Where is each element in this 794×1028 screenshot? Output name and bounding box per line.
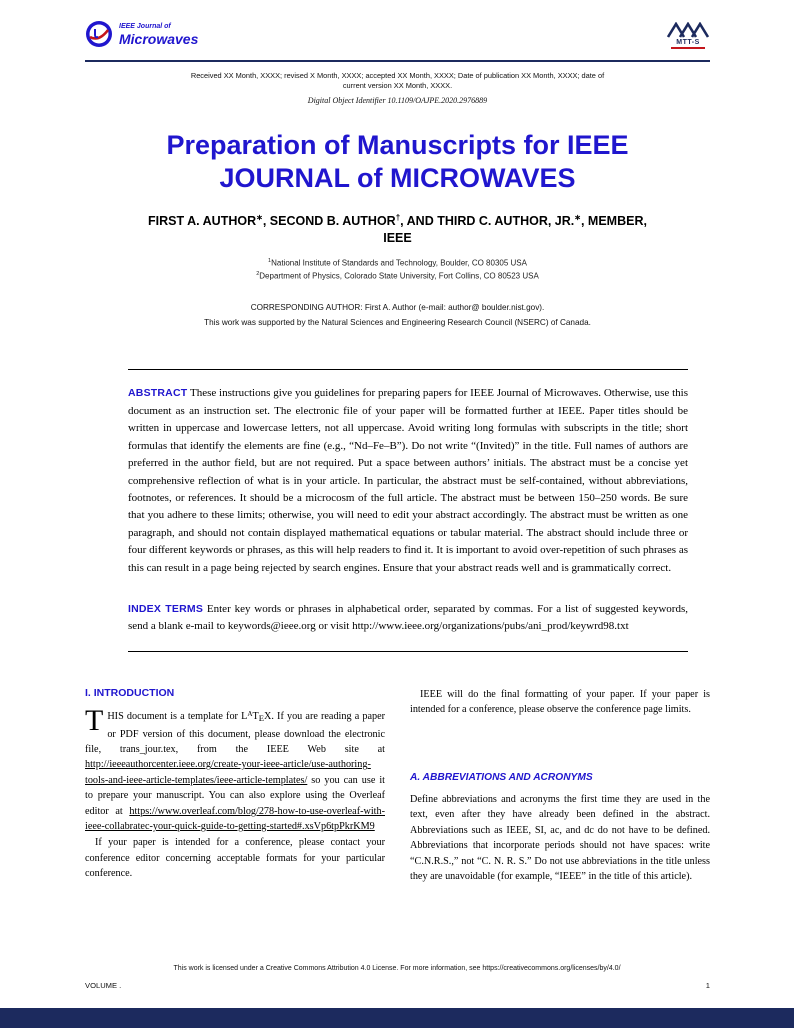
journal-logo-text xyxy=(119,23,198,46)
abstract-paragraph xyxy=(128,385,688,576)
society-logo xyxy=(666,20,710,49)
footer-row xyxy=(85,981,710,990)
volume-label: VOLUME . xyxy=(85,981,122,990)
author-separator-1: , xyxy=(262,214,270,229)
conference-formats-paragraph: If your paper is intended for a conference, please contact your conference editor concerning acceptable formats for your particular conference. xyxy=(85,837,385,880)
affiliation-1-mark: 1 xyxy=(268,258,272,265)
authors-line xyxy=(85,209,710,247)
masthead xyxy=(85,20,710,58)
author-membership: , MEMBER, xyxy=(580,214,647,229)
journal-logo-icon xyxy=(85,20,113,48)
subsection-heading-abbreviations: A. ABBREVIATIONS AND ACRONYMS xyxy=(410,771,593,783)
journal-pre-label: IEEE Journal of xyxy=(119,22,171,30)
author-3: THIRD C. AUTHOR, JR. xyxy=(437,214,575,229)
abstract-text: These instructions give you guidelines for preparing papers for IEEE Journal of Microwaves. Otherwise, use this document as an instruction set. The electronic file of your paper will be formatted further at IEEE. Paper titles should be written in uppercase and lowercase letters, not all uppercase. Avoid writing long formulas with subscripts in the title; short formulas that identify the elements are fine (e.g., “Nd–Fe–B”). Do not write “(Invited)” in the title. Full names of authors are preferred in the author field, but are not required. Put a space between authors’ initials. The abstract must be a concise yet comprehensive reflection of what is in your article. In particular, the abstract must be self-contained, without abbreviations, footnotes, or references. It should be a microcosm of the full article. The abstract must be between 150–250 words. Be sure that you adhere to these limits; otherwise, you will need to edit your abstract accordingly. The abstract must be written as one paragraph, and should not contain displayed mathematical equations or tabular material. The abstract should include three or four different keywords or phrases, as this will help readers to find it. It is important to avoid over-repetition of such phrases as this can result in a page being rejected by search engines. Ensure that your abstract reads well and is grammatically correct. xyxy=(128,387,688,574)
author-separator-2: , AND xyxy=(400,214,438,229)
affiliation-1 xyxy=(85,256,710,269)
affiliation-2-mark: 2 xyxy=(256,270,260,277)
abstract-rule-bottom xyxy=(128,651,688,652)
latex-a: A xyxy=(247,710,253,719)
latex-logo xyxy=(241,711,271,722)
paper-title xyxy=(85,129,710,195)
affiliation-2-text: Department of Physics, Colorado State University, Fort Collins, CO 80523 USA xyxy=(259,271,539,281)
latex-e: E xyxy=(258,713,264,724)
title-line-2: JOURNAL of MICROWAVES xyxy=(219,163,576,193)
latex-t: T xyxy=(252,711,259,723)
society-name-label: MTT-S xyxy=(676,39,700,46)
intro-text-a: HIS document is a template for xyxy=(107,711,242,723)
section-heading-introduction: I. INTRODUCTION xyxy=(85,686,175,699)
content-columns xyxy=(85,686,710,885)
received-note xyxy=(85,71,710,91)
abstract-block xyxy=(128,369,688,651)
index-terms-text: Enter key words or phrases in alphabetical order, separated by commas. For a list of suggested keywords, send a blank e-mail to keywords@ieee.org or visit http://www.ieee.org/organizations/pubs/ani_prod/keywrd98.txt xyxy=(128,602,688,633)
abstract-label: ABSTRACT xyxy=(128,387,188,400)
doi-line: Digital Object Identifier 10.1109/OAJPE.2020.2976889 xyxy=(307,96,488,105)
left-column xyxy=(85,686,385,885)
intro-text-c: so you can use it to prepare your manuscript. You can also explore using the Overleaf editor at xyxy=(85,774,385,817)
latex-x: X xyxy=(264,711,272,723)
title-line-1: Preparation of Manuscripts for IEEE xyxy=(166,130,629,160)
author-2-affiliation-mark: † xyxy=(395,213,401,222)
license-note: This work is licensed under a Creative Commons Attribution 4.0 License. For more information, see https://creativecommons.org/licenses/by/4.0/ xyxy=(173,965,621,972)
journal-logo xyxy=(85,20,198,48)
affiliation-1-text: National Institute of Standards and Technology, Boulder, CO 80305 USA xyxy=(271,258,527,268)
intro-text-b: . If you are reading a paper or PDF version of this document, please download the electronic file, trans_jour.tex, from the IEEE Web site at xyxy=(85,711,385,755)
abbreviations-paragraph: Define abbreviations and acronyms the first time they are used in the text, even after they have already been defined in the abstract. Abbreviations such as IEEE, SI, ac, and dc do not have to be defined. Abbreviations that incorporate periods should not have spaces: write “C.N.R.S.,” not “C. N. R. S.” Do not use abbreviations in the title unless they are unavoidable (for example, “IEEE” in the title of this article). xyxy=(410,793,710,882)
final-formatting-paragraph: IEEE will do the final formatting of your paper. If your paper is intended for a conference, please observe the conference page limits. xyxy=(410,688,710,716)
right-column xyxy=(410,686,710,885)
author-2: SECOND B. AUTHOR xyxy=(269,214,396,229)
drop-cap: T xyxy=(85,704,104,738)
page-number: 1 xyxy=(705,981,710,990)
author-1: FIRST A. AUTHOR xyxy=(148,214,257,229)
author-3-affiliation-mark: ∗ xyxy=(574,213,581,222)
affiliation-2 xyxy=(85,269,710,282)
funding-note: This work was supported by the Natural Sciences and Engineering Research Council (NSERC) of Canada. xyxy=(204,318,591,328)
bottom-bar xyxy=(0,1008,794,1028)
header-rule xyxy=(85,60,710,62)
intro-link-ieee-templates[interactable]: http://ieeeauthorcenter.ieee.org/create-your-ieee-article/use-authoring-tools-and-ieee-article-templates/ieee-article-templates/ xyxy=(85,759,371,786)
intro-paragraph xyxy=(85,704,385,834)
journal-name-label: Microwaves xyxy=(119,30,199,47)
mtt-triangles-icon xyxy=(666,22,710,38)
affiliations xyxy=(85,256,710,281)
abstract-rule-top xyxy=(128,369,688,370)
index-terms-paragraph xyxy=(128,601,688,636)
received-line-1: Received XX Month, XXXX; revised X Month, XXXX; accepted XX Month, XXXX; Date of publication XX Month, XXXX; date of xyxy=(190,71,605,80)
authors-line-2: IEEE xyxy=(383,231,412,246)
corresponding-author-note: CORRESPONDING AUTHOR: First A. Author (e-mail: author@ boulder.nist.gov). xyxy=(250,303,545,313)
index-terms-label: INDEX TERMS xyxy=(128,602,204,615)
author-1-affiliation-mark: ∗ xyxy=(256,213,263,222)
intro-link-overleaf[interactable]: https://www.overleaf.com/blog/278-how-to-use-overleaf-with-ieee-collabratec-your-quick-guide-to-getting-started#.xsVp6tpPkrKM9 xyxy=(85,805,385,832)
society-tagline-decoration xyxy=(671,47,705,49)
latex-l: L xyxy=(241,711,248,723)
received-line-2: current version XX Month, XXXX. xyxy=(342,81,453,90)
